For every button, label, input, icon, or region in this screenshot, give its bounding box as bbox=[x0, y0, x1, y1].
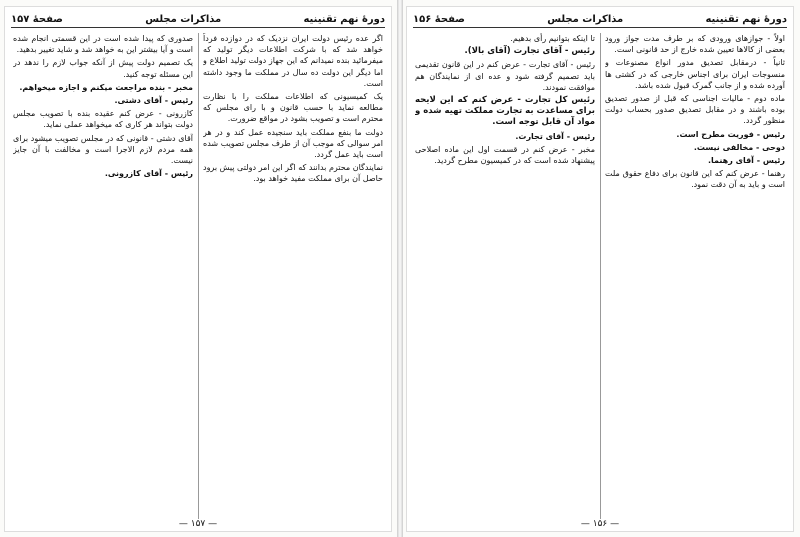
right-session-label: دورهٔ نهم تقنینیه bbox=[705, 13, 787, 25]
left-session-label: دورهٔ نهم تقنینیه bbox=[303, 13, 385, 25]
paragraph: یک کمیسیونی که اطلاعات مملکت را با نظارت مطالعه نماید با حسب قانون و با رای مجلس که محترم است و تصویب بشود در مواقع ضرورت. bbox=[203, 92, 383, 124]
paragraph: یک تصمیم دولت پیش از آنکه جواب لازم را ندهد در این مسئله توجه کنید. bbox=[13, 58, 193, 79]
speaker-line: مخبر - بنده مراجعت میکنم و اجازه میخواهم. bbox=[19, 82, 193, 92]
paragraph: دولت ما بنفع مملکت باید سنجیده عمل کند و در هر امر سوالی که موجب آن از طرف مجلس تصویب شده است باید عمل گردد. bbox=[203, 127, 383, 160]
speaker-line: رئیس - آقای رهنما. bbox=[708, 156, 785, 166]
paragraph: آقای دشتی - قانونی که در مجلس تصویب میشود برای همه مردم لازم الاجرا است و مخالفت با آن جایز نیست. bbox=[13, 133, 193, 166]
right-title: مذاکرات مجلس bbox=[547, 13, 624, 25]
speaker-line: رئیس - آقای دشتی. bbox=[114, 96, 193, 106]
right-page-number: — ۱۵۶ — bbox=[580, 519, 620, 529]
paragraph: ثانیاً - درمقابل تصدیق مدور انواع مصنوعات و منسوجات ایران برای اجناس خارجی که در کشتی ها آورده شده و از جانب گمرک قبول شده باشد. bbox=[605, 58, 785, 90]
speaker-heading: رئیس - آقای تجارت (آقای بالا). bbox=[464, 46, 595, 57]
paragraph: رهنما - عرض کنم که این قانون برای دفاع حقوق ملت است و باید به آن دقت نمود. bbox=[605, 169, 785, 190]
left-page-right-column bbox=[203, 33, 383, 521]
left-title: مذاکرات مجلس bbox=[145, 13, 222, 25]
left-page-number: — ۱۵۷ — bbox=[178, 519, 218, 529]
book-gutter bbox=[397, 0, 403, 537]
paragraph: نمایندگان محترم بدانند که اگر این امر دولتی پیش برود حاصل آن برای مملکت مفید خواهد بود. bbox=[203, 163, 383, 184]
paragraph: تا اینکه بتوانیم رأی بدهیم. bbox=[510, 34, 595, 43]
paragraph: اگر عده رئیس دولت ایران نزدیک که در دوازده فرداً خواهد شد که با شرکت اطلاعات دیگر تولید که میفرمائید بنده نمیدانم که این جهاز دولت تولید اطلاع و اما دیگر این دولت ده سال در مملکت ما وجود داشته است. bbox=[203, 34, 383, 88]
right-page-left-column bbox=[415, 33, 595, 521]
right-page-header bbox=[413, 11, 787, 28]
paragraph: صدوری که پیدا شده است در این قسمتی انجام شده است و آیا بیشتر این به خواهد شد و شاید تغییر بدهید. bbox=[13, 34, 193, 55]
column-divider bbox=[600, 33, 601, 519]
column-divider bbox=[198, 33, 199, 519]
right-page-right-column bbox=[605, 33, 785, 521]
paragraph: رئیس - آقای تجارت - عرض کنم در این قانون تقدیمی باید تصمیم گرفته شود و عده ای از نمایندگان هم موافقت نمودند. bbox=[415, 60, 595, 92]
paragraph: اولاً - جوازهای ورودی که بر طرف مدت جواز ورود بعضی از کالاها تعیین شده خارج از حد قانونی است. bbox=[605, 34, 785, 55]
paragraph: ماده دوم - مالیات اجناسی که قبل از صدور تصدیق بوده باشند و در مقابل تصدیق صدور بحساب دولت منظور گردد. bbox=[605, 94, 785, 126]
right-page-label: صفحهٔ ۱۵۶ bbox=[413, 13, 465, 25]
paragraph: کازرونی - عرض کنم عقیده بنده با تصویب مجلس دولت بتواند هر کاری که میخواهد عملی نماید. bbox=[13, 109, 193, 130]
left-page bbox=[4, 6, 392, 532]
left-page-label: صفحهٔ ۱۵۷ bbox=[11, 13, 63, 25]
left-page-left-column bbox=[13, 33, 193, 521]
speaker-line: دوحی - مخالفی نیست. bbox=[693, 142, 785, 152]
speaker-line: رئیس - فوریت مطرح است. bbox=[676, 129, 785, 139]
speaker-line: رئیس - آقای کازرونی. bbox=[104, 169, 193, 179]
paragraph: مخبر - عرض کنم در قسمت اول این ماده اصلاحی پیشنهاد شده است که در کمیسیون مطرح گردید. bbox=[415, 144, 595, 166]
speaker-heading: رئیس کل تجارت - عرض کنم که این لایحه برای مساعدت به تجارت مملکت تهیه شده و مواد آن قابل توجه است. bbox=[415, 95, 595, 128]
right-page bbox=[406, 6, 794, 532]
speaker-line: رئیس - آقای تجارت. bbox=[515, 131, 595, 141]
left-page-header bbox=[11, 11, 385, 28]
